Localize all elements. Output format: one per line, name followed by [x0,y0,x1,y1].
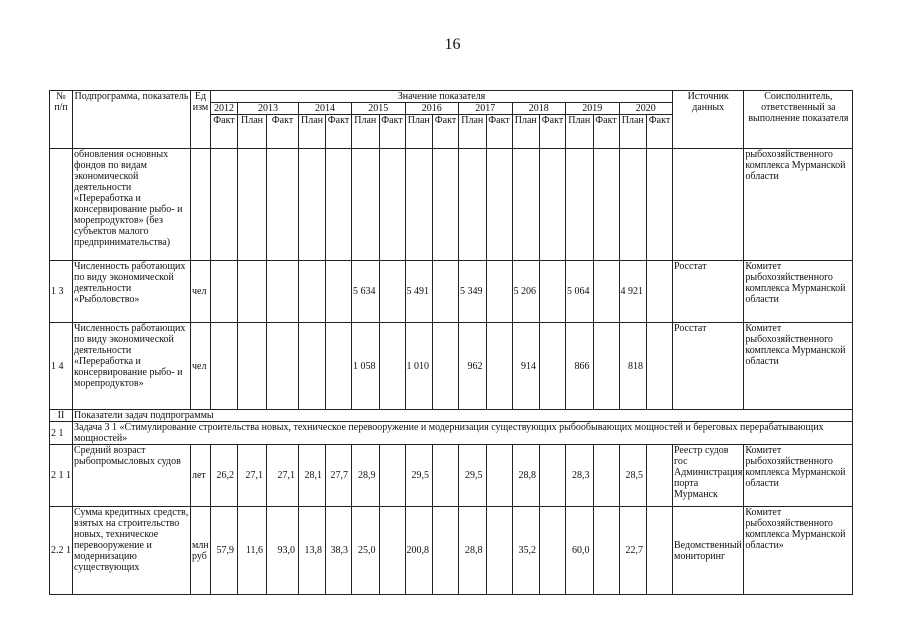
indicator-name: Сумма кредитных средств, взятых на строительство новых, техническое перевооружение и модернизацию существующих [73,507,191,595]
sub-plan: План [299,115,326,149]
value-2019-plan: 60,0 [566,507,594,595]
year-2012: 2012 [211,103,238,115]
table-row [50,261,853,323]
value-2019-plan: 866 [566,323,594,410]
value-2015-plan: 1 058 [352,323,380,410]
value-2014-fact: 38,3 [326,507,352,595]
sub-fact: Факт [326,115,352,149]
executor: Комитет рыбохозяйственного комплекса Мурманской области [744,261,853,323]
value-2016-plan: 29,5 [405,445,433,507]
unit: лет [191,445,211,507]
header-unit: Ед изм [191,91,211,149]
sub-fact: Факт [647,115,673,149]
executor: рыбохозяйственного комплекса Мурманской области [744,149,853,261]
value-2020-plan: 818 [619,323,647,410]
indicator-name: Численность работающих по виду экономической деятельности «Рыболовство» [73,261,191,323]
value-2018-plan: 28,8 [512,445,540,507]
value-2017-plan: 28,8 [459,507,487,595]
indicators-table [49,90,853,595]
source: Реестр судов гос Администрация порта Мурманск [673,445,744,507]
sub-fact: Факт [267,115,299,149]
value-2016-plan: 1 010 [405,323,433,410]
year-2017: 2017 [459,103,513,115]
section-title: Показатели задач подпрограммы [73,410,853,422]
row-number: 1 4 [50,323,73,410]
header-value-group: Значение показателя [211,91,673,103]
unit: чел [191,261,211,323]
sub-fact: Факт [540,115,566,149]
source: Росстат [673,323,744,410]
unit: млн руб [191,507,211,595]
task-number: 2 1 [50,422,73,445]
value-2020-plan: 4 921 [619,261,647,323]
unit: чел [191,323,211,410]
section-number: II [50,410,73,422]
value-2019-plan: 5 064 [566,261,594,323]
value-2018-plan: 5 206 [512,261,540,323]
table-row [50,507,853,595]
header-source: Источник данных [673,91,744,149]
value-2016-plan: 5 491 [405,261,433,323]
table-row [50,149,853,261]
value-2013-fact: 93,0 [267,507,299,595]
value-2015-plan: 5 634 [352,261,380,323]
value-2018-plan: 35,2 [512,507,540,595]
year-2019: 2019 [566,103,620,115]
sub-plan: План [352,115,380,149]
sub-fact: Факт [593,115,619,149]
source: Росстат [673,261,744,323]
sub-plan: План [619,115,647,149]
table-row [50,445,853,507]
year-2013: 2013 [238,103,299,115]
value-2014-plan: 28,1 [299,445,326,507]
executor: Комитет рыбохозяйственного комплекса Мурманской области [744,445,853,507]
indicator-name: обновления основных фондов по видам экономической деятельности «Переработка и консервирование рыбо- и морепродуктов» (без субъектов малого предпринимательства) [73,149,191,261]
sub-fact: Факт [433,115,459,149]
indicator-name: Численность работающих по виду экономической деятельности «Переработка и консервирование рыбо- и морепродуктов» [73,323,191,410]
value-2013-plan: 11,6 [238,507,267,595]
header-executor: Соисполнитель, ответственный за выполнение показателя [744,91,853,149]
source: Ведомственный мониторинг [673,507,744,595]
row-number: 2.2 1 [50,507,73,595]
value-2014-plan: 13,8 [299,507,326,595]
header-name: Подпрограмма, показатель [73,91,191,149]
row-number: 2 1 1 [50,445,73,507]
value-2018-plan: 914 [512,323,540,410]
value-2014-fact: 27,7 [326,445,352,507]
page-number: 16 [444,36,461,53]
sub-plan: План [459,115,487,149]
task-title: Задача 3 1 «Стимулирование строительства новых, техническое перевооружение и модернизация существующих рыбообывающих мощностей и береговых перерабатывающих мощностей» [73,422,853,445]
year-2014: 2014 [299,103,352,115]
row-number: 1 3 [50,261,73,323]
value-2020-plan: 28,5 [619,445,647,507]
sub-plan: План [512,115,540,149]
year-2020: 2020 [619,103,673,115]
sub-fact: Факт [379,115,405,149]
value-2012-fact: 26,2 [211,445,238,507]
year-2015: 2015 [352,103,406,115]
executor: Комитет рыбохозяйственного комплекса Мурманской области» [744,507,853,595]
section-row [50,410,853,422]
value-2012-fact: 57,9 [211,507,238,595]
year-2016: 2016 [405,103,459,115]
indicator-name: Средний возраст рыбопромысловых судов [73,445,191,507]
executor: Комитет рыбохозяйственного комплекса Мурманской области [744,323,853,410]
header-no: № п/п [50,91,73,149]
sub-fact: Факт [486,115,512,149]
value-2020-plan: 22,7 [619,507,647,595]
value-2015-plan: 28,9 [352,445,380,507]
sub-plan: План [566,115,594,149]
table-row [50,323,853,410]
value-2019-plan: 28,3 [566,445,594,507]
value-2013-fact: 27,1 [267,445,299,507]
sub-plan: План [405,115,433,149]
value-2016-plan: 200,8 [405,507,433,595]
sub-plan: План [238,115,267,149]
value-2017-plan: 5 349 [459,261,487,323]
year-2018: 2018 [512,103,566,115]
value-2013-plan: 27,1 [238,445,267,507]
value-2015-plan: 25,0 [352,507,380,595]
task-row [50,422,853,445]
value-2017-plan: 29,5 [459,445,487,507]
value-2017-plan: 962 [459,323,487,410]
sub-fact: Факт [211,115,238,149]
